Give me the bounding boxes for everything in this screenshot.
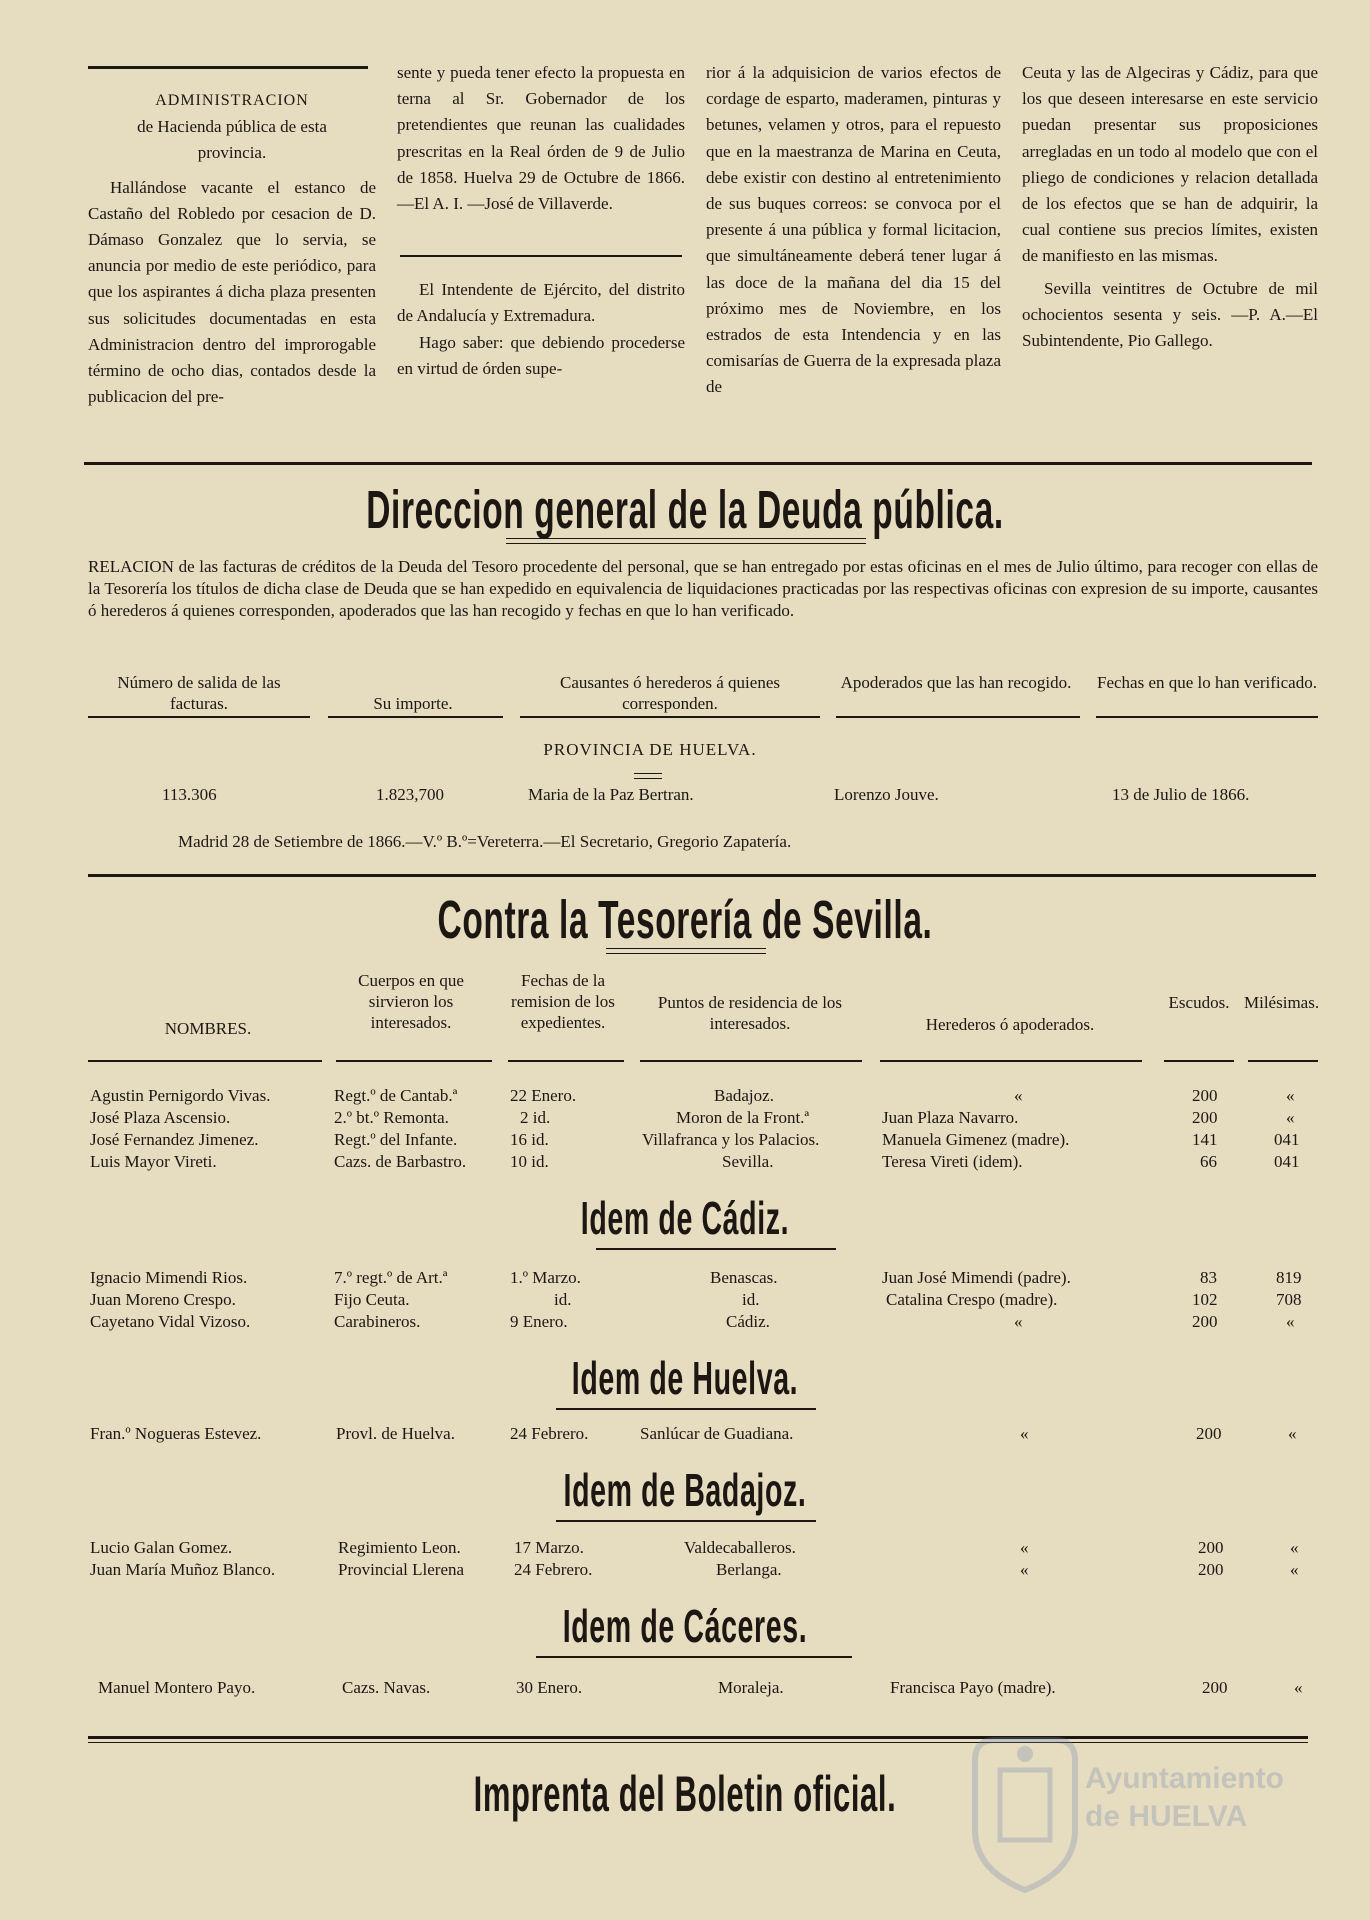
idem-caceres-rule <box>536 1656 852 1658</box>
cell-escudos: 141 <box>1192 1130 1218 1149</box>
idem-cadiz-heading: Idem de Cádiz. <box>580 1192 790 1244</box>
deuda-header-rule-3 <box>520 716 820 718</box>
tesoreria-heading-rule <box>606 948 766 954</box>
cell-milesimas: « <box>1286 1108 1295 1127</box>
cell-heredero: Juan Plaza Navarro. <box>882 1108 1019 1127</box>
col2-rule <box>400 255 682 257</box>
teso-header-rule-2 <box>336 1060 492 1062</box>
province-label: PROVINCIA DE HUELVA. <box>543 740 757 759</box>
teso-header-cuerpos: Cuerpos en que sirvieron los interesados. <box>358 971 464 1032</box>
cell-punto: Benascas. <box>710 1268 778 1287</box>
deuda-header-causantes: Causantes ó herederos á quienes corresponden. <box>560 673 780 713</box>
watermark <box>955 1720 1295 1900</box>
cell-escudos: 200 <box>1192 1108 1218 1127</box>
deuda-header-rule-2 <box>328 716 503 718</box>
teso-header-fechas: Fechas de la remision de los expedientes. <box>511 971 615 1032</box>
cell-milesimas: « <box>1288 1424 1297 1443</box>
cell-nombre: José Plaza Ascensio. <box>90 1108 231 1127</box>
teso-header-rule-4 <box>640 1060 862 1062</box>
admin-title: ADMINISTRACION <box>155 92 309 109</box>
cell-heredero: « <box>1020 1560 1029 1579</box>
cell-punto: Moraleja. <box>718 1678 784 1697</box>
cell-escudos: 102 <box>1192 1290 1218 1309</box>
section-rule-mid <box>88 874 1316 877</box>
deuda-header-fechas: Fechas en que lo han verificado. <box>1097 673 1317 692</box>
cell-cuerpo: Regimiento Leon. <box>338 1538 461 1557</box>
cell-cuerpo: Provl. de Huelva. <box>336 1424 455 1443</box>
cell-punto: Sanlúcar de Guadiana. <box>640 1424 794 1443</box>
cell-milesimas: 819 <box>1276 1268 1302 1287</box>
cell-punto: Badajoz. <box>714 1086 774 1105</box>
deuda-header-rule-4 <box>836 716 1080 718</box>
col1-top-rule <box>88 66 368 69</box>
cell-escudos: 66 <box>1200 1152 1217 1171</box>
deuda-heading-rule <box>506 538 866 544</box>
teso-header-rule-7 <box>1248 1060 1318 1062</box>
deuda-causante: Maria de la Paz Bertran. <box>528 785 694 804</box>
admin-subtitle: de Hacienda pública de esta provincia. <box>137 117 327 163</box>
cell-nombre: Cayetano Vidal Vizoso. <box>90 1312 251 1331</box>
cell-nombre: Fran.º Nogueras Estevez. <box>90 1424 262 1443</box>
teso-header-escudos: Escudos. <box>1168 993 1230 1012</box>
idem-huelva-heading: Idem de Huelva. <box>571 1352 799 1404</box>
cell-fecha: 9 Enero. <box>510 1312 568 1331</box>
cell-punto: Berlanga. <box>716 1560 782 1579</box>
imprint: Imprenta del Boletin oficial. <box>473 1766 897 1822</box>
idem-badajoz-heading: Idem de Badajoz. <box>563 1464 807 1516</box>
cell-heredero: Francisca Payo (madre). <box>890 1678 1056 1697</box>
cell-escudos: 200 <box>1192 1312 1218 1331</box>
section-rule-top <box>84 462 1312 465</box>
cell-milesimas: 041 <box>1274 1152 1300 1171</box>
cell-escudos: 200 <box>1198 1560 1224 1579</box>
teso-header-rule-3 <box>508 1060 624 1062</box>
cell-fecha: 16 id. <box>510 1130 549 1149</box>
deuda-relacion: RELACION de las facturas de créditos de la Deuda del Tesoro procedente del personal, que se han entregado por estas oficinas en el mes de Julio último, para recoger con ellas de la Tesorería los títulos de dicha clase de Deuda que se han expedido en equivalencia de liquidaciones practicadas por las respectivas oficinas con expresion de su importe, causantes ó herederos á quienes corresponden, apoderados que las han recogido y fechas en que lo han verificado. <box>88 557 1318 620</box>
cell-nombre: Manuel Montero Payo. <box>98 1678 256 1697</box>
cell-punto: Cádiz. <box>726 1312 770 1331</box>
cell-escudos: 83 <box>1200 1268 1217 1287</box>
cell-heredero: « <box>1020 1538 1029 1557</box>
cell-punto: id. <box>742 1290 760 1309</box>
teso-header-rule-1 <box>88 1060 322 1062</box>
cell-cuerpo: 2.º bt.º Remonta. <box>334 1108 449 1127</box>
admin-body: Hallándose vacante el estanco de Castaño del Robledo por cesacion de D. Dámaso Gonzalez que lo servia, se anuncia por medio de este periódico, para que los aspirantes á dicha plaza presenten sus solicitudes documentadas en esta Administracion dentro del improrogable término de ocho dias, contados desde la publicacion del pre- <box>88 177 376 407</box>
column-2 <box>397 60 685 382</box>
cell-milesimas: « <box>1286 1086 1295 1105</box>
cell-heredero: « <box>1020 1424 1029 1443</box>
deuda-heading: Direccion general de la Deuda pública. <box>366 480 1004 540</box>
cell-milesimas: 708 <box>1276 1290 1302 1309</box>
cell-milesimas: 041 <box>1274 1130 1300 1149</box>
cell-cuerpo: Regt.º de Cantab.ª <box>334 1086 458 1105</box>
cell-heredero: Juan José Mimendi (padre). <box>882 1268 1071 1287</box>
cell-fecha: id. <box>554 1290 572 1309</box>
column-4 <box>1022 60 1318 354</box>
teso-header-rule-5 <box>880 1060 1142 1062</box>
teso-header-herederos: Herederos ó apoderados. <box>925 1015 1095 1034</box>
col4-closing: Sevilla veintitres de Octubre de mil ochocientos sesenta y seis. —P. A.—El Subintendente, Pio Gallego. <box>1022 278 1318 351</box>
idem-badajoz-rule <box>556 1520 816 1522</box>
cell-cuerpo: Cazs. Navas. <box>342 1678 431 1697</box>
teso-header-nombres: NOMBRES. <box>164 1019 252 1038</box>
cell-fecha: 10 id. <box>510 1152 549 1171</box>
deuda-fecha: 13 de Julio de 1866. <box>1112 785 1250 804</box>
cell-nombre: Agustin Pernigordo Vivas. <box>90 1086 271 1105</box>
cell-escudos: 200 <box>1192 1086 1218 1105</box>
cell-milesimas: « <box>1290 1560 1299 1579</box>
cell-fecha: 24 Febrero. <box>510 1424 589 1443</box>
cell-escudos: 200 <box>1198 1538 1224 1557</box>
cell-fecha: 1.º Marzo. <box>510 1268 581 1287</box>
deuda-signature: Madrid 28 de Setiembre de 1866.—V.º B.º=Vereterra.—El Secretario, Gregorio Zapatería. <box>178 832 792 851</box>
deuda-header-apoderados: Apoderados que las han recogido. <box>840 673 1072 692</box>
cell-nombre: Lucio Galan Gomez. <box>90 1538 233 1557</box>
col2-body: Hago saber: que debiendo procederse en virtud de órden supe- <box>397 332 685 378</box>
col2-intro: El Intendente de Ejército, del distrito de Andalucía y Extremadura. <box>397 280 685 326</box>
province-rule <box>634 773 662 779</box>
cell-escudos: 200 <box>1196 1424 1222 1443</box>
cell-cuerpo: Fijo Ceuta. <box>334 1290 410 1309</box>
cell-punto: Villafranca y los Palacios. <box>642 1130 820 1149</box>
cell-nombre: Ignacio Mimendi Rios. <box>90 1268 248 1287</box>
cell-heredero: Catalina Crespo (madre). <box>886 1290 1058 1309</box>
cell-nombre: Luis Mayor Vireti. <box>90 1152 217 1171</box>
column-3 <box>706 60 1001 401</box>
deuda-header-importe: Su importe. <box>373 694 453 713</box>
cell-cuerpo: Provincial Llerena <box>338 1560 465 1579</box>
deuda-header-rule-5 <box>1096 716 1318 718</box>
tesoreria-heading: Contra la Tesorería de Sevilla. <box>437 890 933 950</box>
teso-header-rule-6 <box>1164 1060 1234 1062</box>
cell-fecha: 22 Enero. <box>510 1086 577 1105</box>
cell-cuerpo: Carabineros. <box>334 1312 421 1331</box>
cell-cuerpo: Cazs. de Barbastro. <box>334 1152 467 1171</box>
cell-nombre: José Fernandez Jimenez. <box>90 1130 259 1149</box>
watermark-text: Ayuntamiento de HUELVA <box>1085 1762 1284 1833</box>
cell-milesimas: « <box>1290 1538 1299 1557</box>
deuda-importe: 1.823,700 <box>376 785 444 804</box>
teso-header-puntos: Puntos de residencia de los interesados. <box>657 993 843 1033</box>
col4-body: Ceuta y las de Algeciras y Cádiz, para que los que deseen interesarse en este servicio puedan presentar sus proposiciones arregladas en un todo al modelo que con el pliego de condiciones y relacion detallada de los efectos que se han de adquirir, la cual contiene sus precios límites, existen de manifiesto en las mismas. <box>1022 63 1318 266</box>
deuda-header-numero: Número de salida de las facturas. <box>117 673 281 713</box>
cell-milesimas: « <box>1286 1312 1295 1331</box>
cell-nombre: Juan Moreno Crespo. <box>90 1290 236 1309</box>
cell-milesimas: « <box>1294 1678 1303 1697</box>
cell-heredero: « <box>1014 1312 1023 1331</box>
cell-fecha: 17 Marzo. <box>514 1538 584 1557</box>
cell-fecha: 24 Febrero. <box>514 1560 593 1579</box>
cell-punto: Sevilla. <box>722 1152 774 1171</box>
cell-heredero: « <box>1014 1086 1023 1105</box>
cell-cuerpo: Regt.º del Infante. <box>334 1130 458 1149</box>
deuda-header-rule-1 <box>88 716 310 718</box>
cell-cuerpo: 7.º regt.º de Art.ª <box>334 1268 448 1287</box>
cell-heredero: Teresa Vireti (idem). <box>882 1152 1023 1171</box>
column-1 <box>88 88 376 410</box>
idem-cadiz-rule <box>596 1248 836 1250</box>
cell-nombre: Juan María Muñoz Blanco. <box>90 1560 276 1579</box>
cell-escudos: 200 <box>1202 1678 1228 1697</box>
idem-caceres-heading: Idem de Cáceres. <box>562 1600 808 1652</box>
col2-continuation: sente y pueda tener efecto la propuesta en terna al Sr. Gobernador de los pretendientes que reunan las cualidades prescritas en la Real órden de 9 de Julio de 1858. Huelva 29 de Octubre de 1866.—El A. I. —José de Villaverde. <box>397 63 685 214</box>
col3-body: rior á la adquisicion de varios efectos de cordage de esparto, maderamen, pinturas y betunes, velamen y otros, para el repuesto que en la maestranza de Marina en Ceuta, debe existir con destino al entretenimiento de sus buques correos: se convoca por el presente á una pública y formal licitacion, que simultáneamente deberá tener lugar á las doce de la mañana del dia 15 del próximo mes de Noviembre, en los estrados de esta Intendencia y en las comisarías de Guerra de la expresada plaza de <box>706 63 1001 397</box>
idem-huelva-rule <box>556 1408 816 1410</box>
cell-fecha: 30 Enero. <box>516 1678 583 1697</box>
cell-punto: Valdecaballeros. <box>684 1538 796 1557</box>
deuda-apoderado: Lorenzo Jouve. <box>834 785 939 804</box>
teso-header-milesimas: Milésimas. <box>1244 993 1320 1012</box>
cell-fecha: 2 id. <box>520 1108 551 1127</box>
cell-heredero: Manuela Gimenez (madre). <box>882 1130 1070 1149</box>
deuda-numero: 113.306 <box>162 785 217 804</box>
cell-punto: Moron de la Front.ª <box>676 1108 810 1127</box>
